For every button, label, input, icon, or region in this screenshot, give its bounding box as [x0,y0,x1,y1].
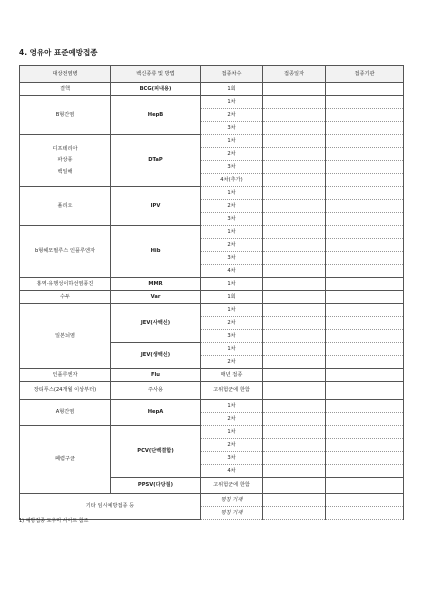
vaccine-cell: JEV(사백신) [111,304,201,343]
dose-cell: 1차 [201,426,263,439]
table-row [20,382,404,400]
vaccine-cell: Var [111,291,201,304]
date-cell[interactable] [263,356,326,369]
table-row [20,96,404,109]
disease-cell: 결핵 [20,83,111,96]
date-cell[interactable] [263,122,326,135]
footnote: 1) 예방접종 도우미 사이트 참조 [19,518,89,524]
date-cell[interactable] [263,148,326,161]
institution-cell[interactable] [326,174,404,187]
date-cell[interactable] [263,478,326,494]
date-cell[interactable] [263,382,326,400]
institution-cell[interactable] [326,426,404,439]
dose-cell: 4차 [201,465,263,478]
date-cell[interactable] [263,96,326,109]
vaccine-cell: Flu [111,369,201,382]
dose-cell: 1회 [201,83,263,96]
institution-cell[interactable] [326,200,404,213]
dose-cell: 명칭 기재 [201,507,263,520]
table-row [20,304,404,317]
date-cell[interactable] [263,413,326,426]
disease-cell [20,135,111,187]
institution-cell[interactable] [326,148,404,161]
dose-cell: 3차 [201,161,263,174]
table-row [20,494,404,507]
dose-cell: 2차 [201,356,263,369]
institution-cell[interactable] [326,135,404,148]
vaccine-cell: 주사용 [111,382,201,400]
date-cell[interactable] [263,439,326,452]
header-institution: 접종기관 [326,66,404,83]
date-cell[interactable] [263,465,326,478]
dose-cell: 1차 [201,187,263,200]
date-cell[interactable] [263,278,326,291]
dose-cell: 3차 [201,252,263,265]
disease-cell: 폐렴구균 [20,426,111,494]
disease-line: 백일해 [57,168,73,175]
institution-cell[interactable] [326,317,404,330]
dose-cell: 4차 [201,265,263,278]
dose-cell: 1차 [201,304,263,317]
institution-cell[interactable] [326,478,404,494]
disease-cell: A형간염 [20,400,111,426]
dose-cell: 명칭 기재 [201,494,263,507]
institution-cell[interactable] [326,291,404,304]
institution-cell[interactable] [326,382,404,400]
institution-cell[interactable] [326,439,404,452]
disease-cell: 홍역·유행성이하선염풍진 [20,278,111,291]
date-cell[interactable] [263,507,326,520]
disease-cell: b형헤모필루스 인플루엔자 [20,226,111,278]
section-title: 4. 영유아 표준예방접종 [19,48,98,57]
dose-cell: 2차 [201,439,263,452]
date-cell[interactable] [263,291,326,304]
date-cell[interactable] [263,452,326,465]
vaccine-cell: BCG(피내용) [111,83,201,96]
disease-line: 파상풍 [57,157,73,164]
disease-cell: 기타 임시예방접종 등 [20,494,201,520]
institution-cell[interactable] [326,278,404,291]
dose-cell: 고위험군에 한함 [201,382,263,400]
disease-cell: 수두 [20,291,111,304]
date-cell[interactable] [263,400,326,413]
institution-cell[interactable] [326,239,404,252]
institution-cell[interactable] [326,226,404,239]
date-cell[interactable] [263,369,326,382]
date-cell[interactable] [263,109,326,122]
vaccine-cell: DTaP [111,135,201,187]
date-cell[interactable] [263,330,326,343]
institution-cell[interactable] [326,330,404,343]
institution-cell[interactable] [326,413,404,426]
date-cell[interactable] [263,304,326,317]
institution-cell[interactable] [326,265,404,278]
dose-cell: 2차 [201,413,263,426]
dose-cell: 1차 [201,226,263,239]
table-row [20,278,404,291]
date-cell[interactable] [263,200,326,213]
header-date: 접종일자 [263,66,326,83]
dose-cell: 2차 [201,317,263,330]
dose-cell: 2차 [201,109,263,122]
disease-cell: 폴리오 [20,187,111,226]
date-cell[interactable] [263,174,326,187]
dose-cell: 1회 [201,291,263,304]
disease-cell: 일본뇌염 [20,304,111,369]
table-row [20,187,404,200]
institution-cell[interactable] [326,96,404,109]
disease-cell: 인플루엔자 [20,369,111,382]
dose-cell: 3차 [201,330,263,343]
date-cell[interactable] [263,494,326,507]
date-cell[interactable] [263,265,326,278]
vaccination-table [19,65,404,520]
institution-cell[interactable] [326,494,404,507]
date-cell[interactable] [263,83,326,96]
institution-cell[interactable] [326,369,404,382]
institution-cell[interactable] [326,213,404,226]
disease-cell: B형간염 [20,96,111,135]
table-row [20,226,404,239]
vaccine-cell: JEV(생백신) [111,343,201,369]
disease-line: 디프테리아 [52,145,78,152]
date-cell[interactable] [263,161,326,174]
date-cell[interactable] [263,135,326,148]
date-cell[interactable] [263,317,326,330]
institution-cell[interactable] [326,161,404,174]
dose-cell: 1차 [201,96,263,109]
institution-cell[interactable] [326,356,404,369]
dose-cell: 2차 [201,200,263,213]
header-disease: 대상전염병 [20,66,111,83]
dose-cell: 2차 [201,148,263,161]
institution-cell[interactable] [326,252,404,265]
vaccine-cell: MMR [111,278,201,291]
header-dose: 접종차수 [201,66,263,83]
dose-cell: 1차 [201,135,263,148]
date-cell[interactable] [263,213,326,226]
institution-cell[interactable] [326,122,404,135]
dose-cell: 4차(추가) [201,174,263,187]
institution-cell[interactable] [326,304,404,317]
table-header-row [20,66,404,83]
institution-cell[interactable] [326,400,404,413]
institution-cell[interactable] [326,507,404,520]
date-cell[interactable] [263,187,326,200]
table-row [20,426,404,439]
dose-cell: 고위험군에 한함 [201,478,263,494]
date-cell[interactable] [263,343,326,356]
dose-cell: 1차 [201,343,263,356]
institution-cell[interactable] [326,465,404,478]
dose-cell: 3차 [201,122,263,135]
dose-cell: 매년 접종 [201,369,263,382]
dose-cell: 3차 [201,213,263,226]
date-cell[interactable] [263,239,326,252]
vaccine-cell: PPSV(다당질) [111,478,201,494]
vaccine-cell: Hib [111,226,201,278]
institution-cell[interactable] [326,452,404,465]
vaccine-cell: HepA [111,400,201,426]
dose-cell: 1차 [201,400,263,413]
vaccine-cell: HepB [111,96,201,135]
disease-cell: 장티푸스(24개월 이상부터) [20,382,111,400]
table-row [20,369,404,382]
vaccine-cell: IPV [111,187,201,226]
dose-cell: 2차 [201,239,263,252]
dose-cell: 1차 [201,278,263,291]
institution-cell[interactable] [326,343,404,356]
date-cell[interactable] [263,426,326,439]
table-row [20,83,404,96]
table-row [20,135,404,148]
date-cell[interactable] [263,226,326,239]
header-vaccine: 백신종류 및 방법 [111,66,201,83]
date-cell[interactable] [263,252,326,265]
institution-cell[interactable] [326,109,404,122]
dose-cell: 3차 [201,452,263,465]
table-row [20,291,404,304]
vaccine-cell: PCV(단백결합) [111,426,201,478]
institution-cell[interactable] [326,83,404,96]
institution-cell[interactable] [326,187,404,200]
table-row [20,400,404,413]
